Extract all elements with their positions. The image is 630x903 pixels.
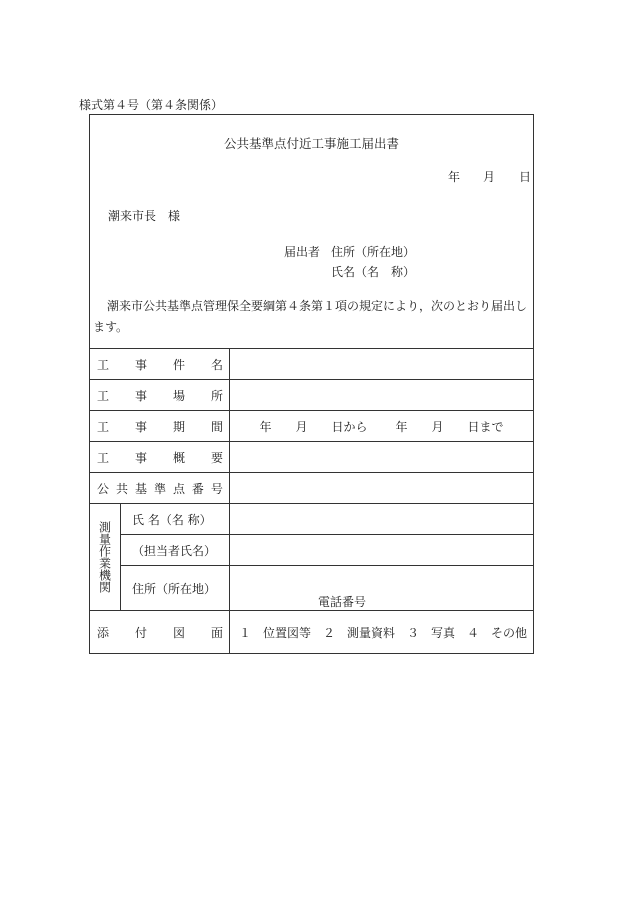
survey-org-name-label: 氏 名（名 称） (121, 504, 230, 535)
work-period-label: 工 事 期 間 (90, 411, 230, 442)
applicant-name-label: 氏名（名 称） (331, 265, 416, 279)
form-table (89, 348, 534, 654)
notification-form (89, 114, 534, 654)
period-year-start: 年 (259, 419, 272, 434)
period-month-end: 月 (431, 419, 444, 434)
period-day-start: 日から (331, 419, 368, 434)
benchmark-number-label: 公 共 基 準 点 番 号 (90, 473, 230, 504)
period-year-end: 年 (395, 419, 408, 434)
attachments-list: １ 位置図等 ２ 測量資料 ３ 写真 ４ その他 (230, 611, 534, 654)
form-title: 公共基準点付近工事施工届出書 (223, 136, 399, 151)
survey-org-name-field[interactable] (230, 504, 534, 535)
work-name-label: 工 事 件 名 (90, 349, 230, 380)
date-day: 日 (519, 170, 532, 184)
survey-org-address-label: 住所（所在地） (121, 566, 230, 611)
survey-org-address-field[interactable] (230, 566, 534, 611)
work-summary-field[interactable] (230, 442, 534, 473)
survey-org-contact-label: （担当者氏名） (121, 535, 230, 566)
survey-org-tel-label: 電話番号 (318, 594, 367, 609)
work-place-field[interactable] (230, 380, 534, 411)
addressee: 潮来市長 様 (108, 209, 181, 223)
form-number: 様式第４号（第４条関係） (79, 98, 224, 112)
survey-org-label: 測量作業機関 (90, 504, 121, 611)
body-text: 潮来市公共基準点管理保全要綱第４条第１項の規定により，次のとおり届出します。 (93, 299, 528, 334)
date-year: 年 (448, 170, 461, 184)
date-month: 月 (483, 170, 496, 184)
period-month-start: 月 (295, 419, 308, 434)
benchmark-number-field[interactable] (230, 473, 534, 504)
work-period-field[interactable] (230, 411, 534, 442)
applicant-label: 届出者 (284, 245, 321, 259)
form-header (90, 115, 533, 348)
work-name-field[interactable] (230, 349, 534, 380)
work-summary-label: 工 事 概 要 (90, 442, 230, 473)
period-day-end: 日まで (467, 419, 504, 434)
work-place-label: 工 事 場 所 (90, 380, 230, 411)
applicant-address-label: 住所（所在地） (331, 245, 416, 259)
survey-org-contact-field[interactable] (230, 535, 534, 566)
attachments-label: 添 付 図 面 (90, 611, 230, 654)
